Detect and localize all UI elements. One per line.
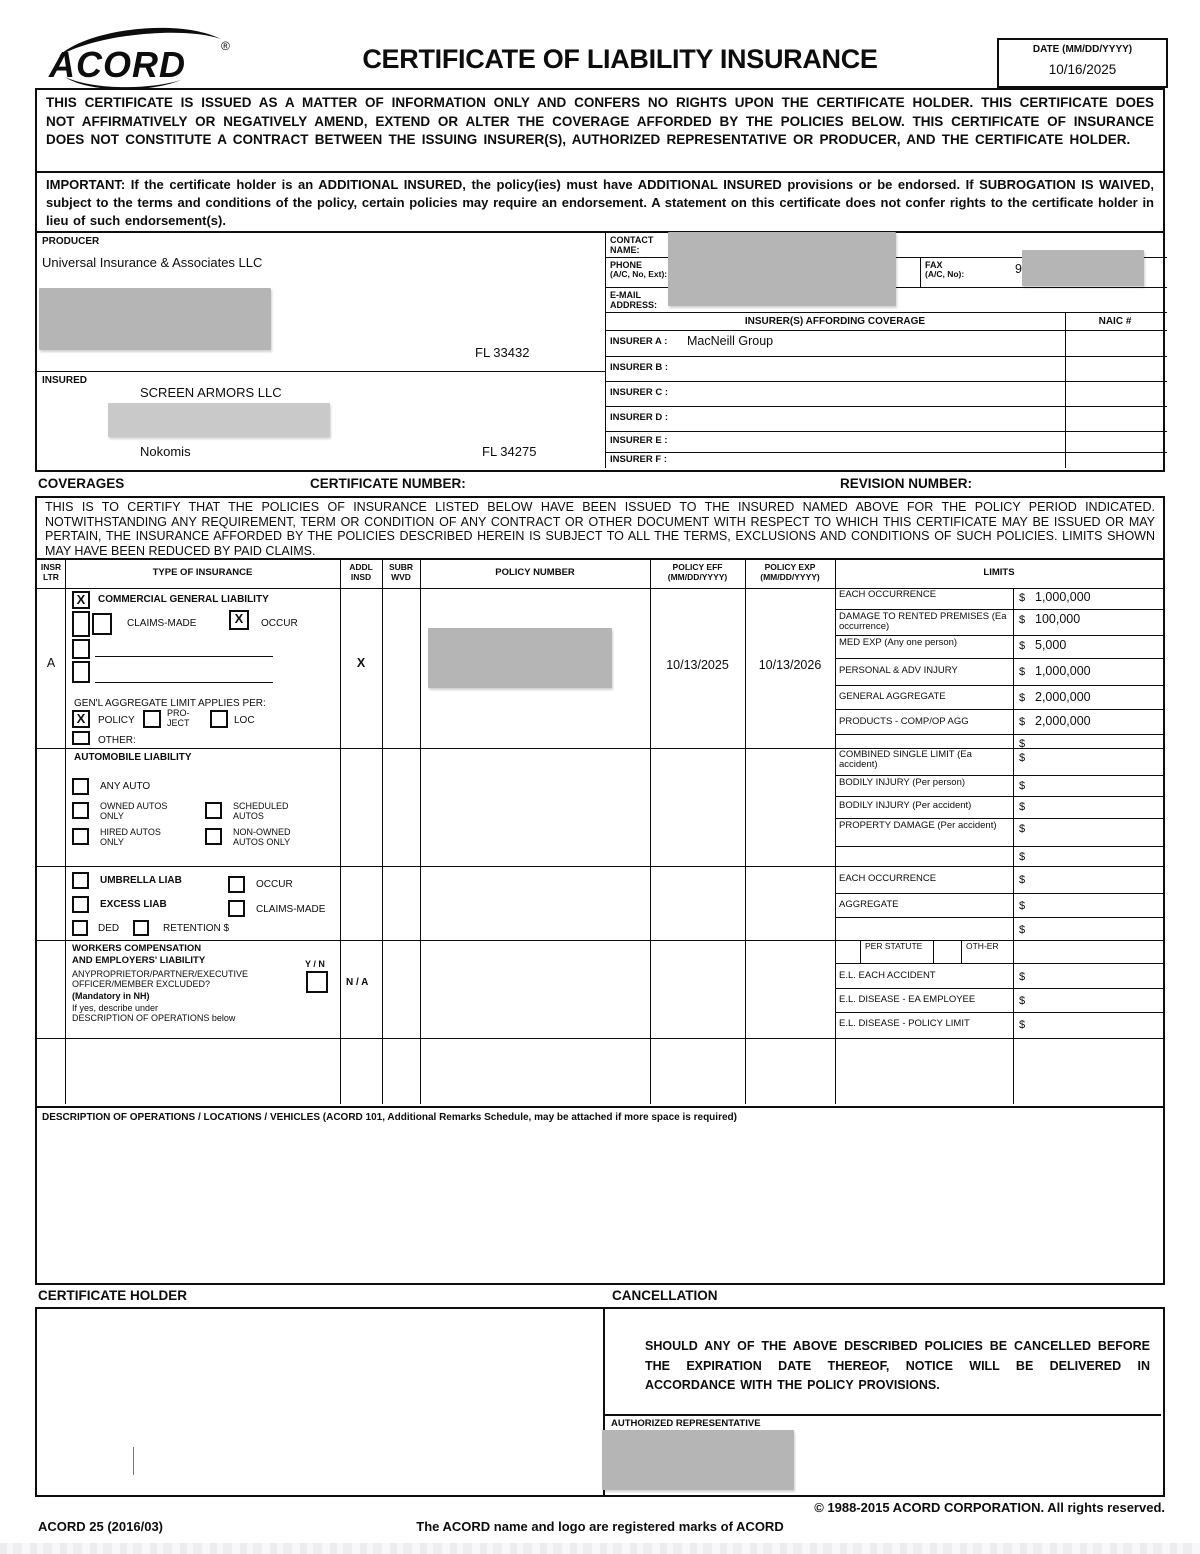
gl-other-checkbox [72, 731, 90, 745]
redaction-contact-info [668, 232, 896, 306]
phone-label: PHONE [610, 260, 643, 270]
scan-artifact-strip [0, 1543, 1200, 1554]
page-title: CERTIFICATE OF LIABILITY INSURANCE [362, 44, 878, 74]
limit-row [835, 776, 1163, 797]
gl-policy-exp: 10/13/2026 [758, 658, 822, 672]
limit-row [835, 588, 1163, 610]
limit-value-cell [1013, 964, 1163, 988]
limit-value-cell [1013, 686, 1163, 709]
statute-cell-line-3 [961, 940, 962, 963]
limit-row [835, 964, 1163, 989]
insurer-d-divider [605, 431, 1167, 432]
retention-label: RETENTION $ [163, 923, 230, 934]
insurer-e-divider [605, 452, 1167, 453]
currency-symbol: $ [1019, 995, 1026, 1007]
wc-line3: ANYPROPRIETOR/PARTNER/EXECUTIVE [72, 969, 249, 979]
owned-autos-label: OWNED AUTOS ONLY [100, 801, 168, 822]
email-label: E-MAIL [610, 290, 641, 300]
currency-symbol: $ [1019, 1019, 1026, 1031]
cancellation-title: CANCELLATION [612, 1288, 718, 1303]
wc-title-line1: WORKERS COMPENSATION [72, 943, 202, 954]
ded-checkbox [72, 920, 88, 936]
currency-symbol: $ [1019, 614, 1026, 626]
description-header: DESCRIPTION OF OPERATIONS / LOCATIONS / VEHICLES (ACORD 101, Additional Remarks Schedule, may be attached if more space is required) [42, 1112, 737, 1123]
currency-symbol: $ [1019, 874, 1026, 886]
acord-logo-swoosh [35, 24, 240, 88]
limit-label: DAMAGE TO RENTED PREMISES (Ea occurrence) [839, 611, 1007, 633]
wc-line4: OFFICER/MEMBER EXCLUDED? [72, 979, 211, 989]
limit-row [835, 735, 1163, 748]
claims-made-label: CLAIMS-MADE [127, 618, 197, 629]
important-notice: IMPORTANT: If the certificate holder is an ADDITIONAL INSURED, the policy(ies) must have ADDITIONAL INSURED provisions or be endorsed. If SUBROGATION IS WAIVED, subject to the terms and conditions of the policy, certain policies may require an endorsement. A statement on this certificate does not confer rights to the certificate holder in lieu of such endorsement(s). [35, 173, 1165, 233]
currency-symbol: $ [1019, 924, 1026, 936]
scheduled-autos-label: SCHEDULED AUTOS [233, 801, 289, 822]
currency-symbol: $ [1019, 752, 1026, 764]
claims-made-checkbox [92, 613, 112, 635]
non-owned-autos-label: NON-OWNED AUTOS ONLY [233, 827, 291, 848]
insurer-a-name: MacNeill Group [687, 334, 774, 348]
fax-sub-label: (A/C, No): [925, 269, 965, 279]
gl-loc-checkbox [210, 710, 228, 728]
limit-row [835, 819, 1163, 847]
description-of-operations-box [35, 1108, 1165, 1285]
occur-checkbox [229, 610, 249, 630]
currency-symbol: $ [1019, 900, 1026, 912]
limit-row [835, 918, 1163, 940]
acord-logo-text: ACORD [49, 44, 186, 85]
wc-line5: (Mandatory in NH) [72, 991, 150, 1001]
limit-value-cell [1013, 847, 1163, 866]
umbrella-liab-checkbox [72, 872, 89, 889]
gl-writein-line-1 [95, 656, 273, 657]
insured-name: SCREEN ARMORS LLC [140, 385, 282, 400]
gl-insr-letter: A [46, 656, 56, 670]
limit-label: BODILY INJURY (Per person) [839, 777, 966, 788]
phone-sub-label: (A/C, No, Ext): [610, 269, 668, 279]
gl-type-checkbox [72, 591, 90, 609]
fax-label: FAX [925, 260, 943, 270]
statute-cell-line-2 [933, 940, 934, 963]
wc-excluded-checkbox [306, 971, 328, 993]
auto-title: AUTOMOBILE LIABILITY [74, 752, 192, 763]
scheduled-autos-checkbox [205, 802, 222, 819]
limit-value: 100,000 [1035, 612, 1081, 626]
limit-value: 5,000 [1035, 638, 1067, 652]
excess-liab-checkbox [72, 896, 89, 913]
limit-label: PERSONAL & ADV INJURY [839, 665, 958, 676]
revision-number-label: REVISION NUMBER: [840, 476, 973, 491]
certificate-holder-box [35, 1307, 605, 1497]
limit-row [835, 610, 1163, 636]
contact-label: CONTACT [610, 235, 654, 245]
gl-addl-insd-mark: X [356, 656, 366, 670]
currency-symbol: $ [1019, 692, 1026, 704]
copyright-text: © 1988-2015 ACORD CORPORATION. All rights reserved. [814, 1500, 1165, 1515]
limit-label: EACH OCCURRENCE [839, 873, 937, 884]
limit-label: PROPERTY DAMAGE (Per accident) [839, 820, 997, 831]
gl-type-checkmark: X [76, 592, 86, 607]
currency-symbol: $ [1019, 640, 1026, 652]
header-policy-eff: POLICY EFF (MM/DD/YYYY) [667, 562, 728, 582]
other-statute-label: OTH-ER [966, 941, 999, 951]
limit-label [835, 847, 1013, 866]
occur-checkmark: X [234, 611, 244, 626]
trademark-text: The ACORD name and logo are registered marks of ACORD [416, 1519, 784, 1534]
hired-autos-checkbox [72, 828, 89, 845]
currency-symbol: $ [1019, 738, 1026, 750]
insured-city: Nokomis [140, 444, 191, 459]
limit-row [835, 847, 1163, 866]
currency-symbol: $ [1019, 592, 1026, 604]
limit-row [835, 710, 1163, 735]
limit-row [835, 894, 1163, 918]
gl-policy-checkbox [72, 710, 90, 728]
form-number: ACORD 25 (2016/03) [38, 1519, 163, 1534]
insurer-c-label: INSURER C : [610, 387, 669, 398]
currency-symbol: $ [1019, 666, 1026, 678]
limit-value-cell [1013, 735, 1163, 748]
insured-state-zip: FL 34275 [482, 444, 537, 459]
gl-strip-box-3 [72, 639, 90, 659]
limit-label: PRODUCTS - COMP/OP AGG [839, 716, 969, 727]
insurers-header-divider [605, 330, 1167, 331]
redaction-signature [602, 1430, 794, 1490]
limit-row [835, 748, 1163, 776]
acord-logo [35, 24, 240, 88]
limit-label: E.L. DISEASE - POLICY LIMIT [839, 1018, 970, 1029]
gl-strip-box-2 [72, 611, 90, 637]
certify-text: THIS IS TO CERTIFY THAT THE POLICIES OF INSURANCE LISTED BELOW HAVE BEEN ISSUED TO THE INSURED NAMED ABOVE FOR THE POLICY PERIOD INDICATED. NOTWITHSTANDING ANY REQUIREMENT, TERM OR CONDITION OF ANY CONTRACT OR OTHER DOCUMENT WITH RESPECT TO WHICH THIS CERTIFICATE MAY BE ISSUED OR MAY PERTAIN, THE INSURANCE AFFORDED BY THE POLICIES DESCRIBED HEREIN IS SUBJECT TO ALL THE TERMS, EXCLUSIONS AND CONDITIONS OF SUCH POLICIES. LIMITS SHOWN MAY HAVE BEEN REDUCED BY PAID CLAIMS. [35, 496, 1165, 560]
limit-value-cell [1013, 776, 1163, 796]
insurer-b-label: INSURER B : [610, 362, 669, 373]
insurer-e-label: INSURER E : [610, 435, 668, 446]
wc-statute-row [835, 940, 1163, 964]
limit-value-cell [1013, 918, 1163, 940]
wc-yn-label: Y / N [305, 959, 325, 969]
header-policy-number: POLICY NUMBER [495, 567, 575, 578]
wc-title-line2: AND EMPLOYERS' LIABILITY [72, 955, 206, 966]
currency-symbol: $ [1019, 716, 1026, 728]
contact-name-label: NAME: [610, 245, 640, 255]
email-row-divider [605, 312, 1167, 313]
gl-policy-checkmark: X [76, 711, 86, 726]
limit-value-cell [1013, 866, 1163, 893]
limit-value-cell [1013, 659, 1163, 685]
limit-label [835, 735, 1013, 748]
limit-row [835, 1013, 1163, 1038]
umbrella-occur-label: OCCUR [256, 879, 293, 890]
limit-value: 1,000,000 [1035, 664, 1091, 678]
limits-column [835, 588, 1163, 1038]
owned-autos-checkbox [72, 802, 89, 819]
col-line-subr [420, 560, 421, 1104]
gl-project-label: PRO-JECT [167, 708, 190, 729]
limit-row [835, 686, 1163, 710]
date-value: 10/16/2025 [1048, 62, 1117, 77]
gl-strip-box-4 [72, 661, 90, 683]
authorized-rep-divider [605, 1414, 1161, 1416]
currency-symbol: $ [1019, 851, 1026, 863]
limit-value-cell [1013, 636, 1163, 658]
limit-label: E.L. DISEASE - EA EMPLOYEE [839, 994, 976, 1005]
limit-row [835, 659, 1163, 686]
limit-row [835, 989, 1163, 1013]
col-line-insr [65, 560, 66, 1104]
insurer-d-label: INSURER D : [610, 412, 669, 423]
coverage-table [35, 560, 1165, 1108]
gl-policy-eff: 10/13/2025 [666, 658, 729, 672]
limit-label: BODILY INJURY (Per accident) [839, 800, 972, 811]
limit-value-cell [1013, 819, 1163, 846]
gl-project-checkbox [143, 710, 161, 728]
limit-value-cell [1013, 989, 1163, 1012]
redaction-policy-number [428, 628, 612, 688]
wc-na-label: N / A [346, 977, 369, 988]
header-insr: INSR LTR [40, 562, 62, 582]
insurer-c-divider [605, 406, 1167, 407]
wc-empty-divider [37, 1038, 1163, 1039]
any-auto-checkbox [72, 778, 89, 795]
limit-value-cell [1013, 710, 1163, 734]
currency-symbol: $ [1019, 801, 1026, 813]
limit-label: EACH OCCURRENCE [839, 589, 937, 600]
fax-partial-value: 9 [1015, 262, 1022, 276]
limit-value: 2,000,000 [1035, 714, 1091, 728]
header-subr: SUBR WVD [388, 562, 414, 582]
producer-state-zip: FL 33432 [475, 345, 530, 360]
header-type: TYPE OF INSURANCE [152, 567, 253, 578]
retention-checkbox [133, 920, 149, 936]
gl-writein-line-2 [95, 682, 273, 683]
date-box [997, 38, 1168, 88]
header-policy-exp: POLICY EXP (MM/DD/YYYY) [760, 562, 820, 582]
limit-label: AGGREGATE [839, 899, 899, 910]
stray-scan-mark [133, 1447, 134, 1475]
limit-value: 2,000,000 [1035, 690, 1091, 704]
coverages-title: COVERAGES [38, 476, 125, 491]
header-limits: LIMITS [983, 567, 1015, 578]
certificate-number-label: CERTIFICATE NUMBER: [310, 476, 466, 491]
disclaimer-notice: THIS CERTIFICATE IS ISSUED AS A MATTER OF INFORMATION ONLY AND CONFERS NO RIGHTS UPON THE CERTIFICATE HOLDER. THIS CERTIFICATE DOES NOT AFFIRMATIVELY OR NEGATIVELY AMEND, EXTEND OR ALTER THE COVERAGE AFFORDED BY THE POLICIES BELOW. THIS CERTIFICATE OF INSURANCE DOES NOT CONSTITUTE A CONTRACT BETWEEN THE ISSUING INSURER(S), AUTHORIZED REPRESENTATIVE OR PRODUCER, AND THE CERTIFICATE HOLDER. [35, 88, 1165, 173]
umbrella-claims-made-label: CLAIMS-MADE [256, 904, 326, 915]
col-line-eff [745, 560, 746, 1104]
producer-insured-section [35, 233, 1165, 472]
umbrella-liab-label: UMBRELLA LIAB [100, 875, 182, 886]
redaction-producer-address [39, 288, 271, 350]
currency-symbol: $ [1019, 780, 1026, 792]
umbrella-claims-made-checkbox [228, 900, 245, 917]
limit-value-cell [1013, 748, 1163, 775]
naic-header: NAIC # [1098, 316, 1132, 327]
limit-row [835, 866, 1163, 894]
producer-contact-divider [605, 233, 606, 468]
occur-label: OCCUR [261, 618, 298, 629]
per-statute-label: PER STATUTE [865, 941, 923, 951]
date-label: DATE (MM/DD/YYYY) [1032, 44, 1133, 55]
insured-label: INSURED [42, 375, 88, 386]
limit-label: E.L. EACH ACCIDENT [839, 970, 936, 981]
limit-row [835, 636, 1163, 659]
limit-row [835, 797, 1163, 819]
limit-value-cell [1013, 588, 1163, 609]
statute-cell-line-1 [860, 940, 861, 963]
email-address-label: ADDRESS: [610, 300, 658, 310]
ded-label: DED [98, 923, 120, 934]
limit-label [835, 918, 1013, 940]
limit-label: GENERAL AGGREGATE [839, 691, 946, 702]
producer-name: Universal Insurance & Associates LLC [42, 255, 263, 270]
insurers-header: INSURER(S) AFFORDING COVERAGE [744, 316, 926, 327]
gl-other-label: OTHER: [98, 735, 136, 746]
insurer-b-divider [605, 381, 1167, 382]
redaction-fax-number [1022, 250, 1144, 286]
limit-value-cell [1013, 610, 1163, 635]
gl-policy-label: POLICY [98, 715, 135, 726]
limit-value-cell [1013, 894, 1163, 917]
wc-line7: DESCRIPTION OF OPERATIONS below [72, 1013, 236, 1023]
gl-loc-label: LOC [234, 715, 255, 726]
authorized-rep-label: AUTHORIZED REPRESENTATIVE [611, 1418, 761, 1429]
any-auto-label: ANY AUTO [100, 781, 151, 792]
naic-column-divider [1065, 312, 1066, 468]
insurer-a-label: INSURER A : [610, 336, 668, 347]
producer-label: PRODUCER [42, 236, 100, 247]
non-owned-autos-checkbox [205, 828, 222, 845]
cancellation-text: SHOULD ANY OF THE ABOVE DESCRIBED POLICIES BE CANCELLED BEFORE THE EXPIRATION DATE THEREOF, NOTICE WILL BE DELIVERED IN ACCORDANCE WITH THE POLICY PROVISIONS. [645, 1339, 1150, 1392]
insurer-f-label: INSURER F : [610, 454, 667, 465]
currency-symbol: $ [1019, 971, 1026, 983]
limit-value: 1,000,000 [1035, 590, 1091, 604]
insurer-a-divider [605, 356, 1167, 357]
phone-fax-divider [920, 257, 921, 287]
col-line-policyno [650, 560, 651, 1104]
certificate-holder-title: CERTIFICATE HOLDER [38, 1288, 187, 1303]
gl-title: COMMERCIAL GENERAL LIABILITY [98, 594, 269, 605]
producer-insured-divider [37, 371, 605, 372]
limit-label: COMBINED SINGLE LIMIT (Ea accident) [839, 749, 972, 771]
excess-liab-label: EXCESS LIAB [100, 899, 167, 910]
wc-line6: If yes, describe under [72, 1003, 159, 1013]
limit-value-cell [1013, 797, 1163, 818]
col-line-type [340, 560, 341, 1104]
gl-agg-applies-label: GEN'L AGGREGATE LIMIT APPLIES PER: [74, 698, 266, 709]
header-addl: ADDL INSD [349, 562, 373, 582]
currency-symbol: $ [1019, 823, 1026, 835]
limit-value-cell [1013, 1013, 1163, 1038]
umbrella-occur-checkbox [228, 876, 245, 893]
redaction-insured-address [108, 403, 330, 437]
hired-autos-label: HIRED AUTOS ONLY [100, 827, 161, 848]
limit-label: MED EXP (Any one person) [839, 637, 958, 648]
registered-mark: ® [221, 39, 230, 53]
col-line-addl [382, 560, 383, 1104]
